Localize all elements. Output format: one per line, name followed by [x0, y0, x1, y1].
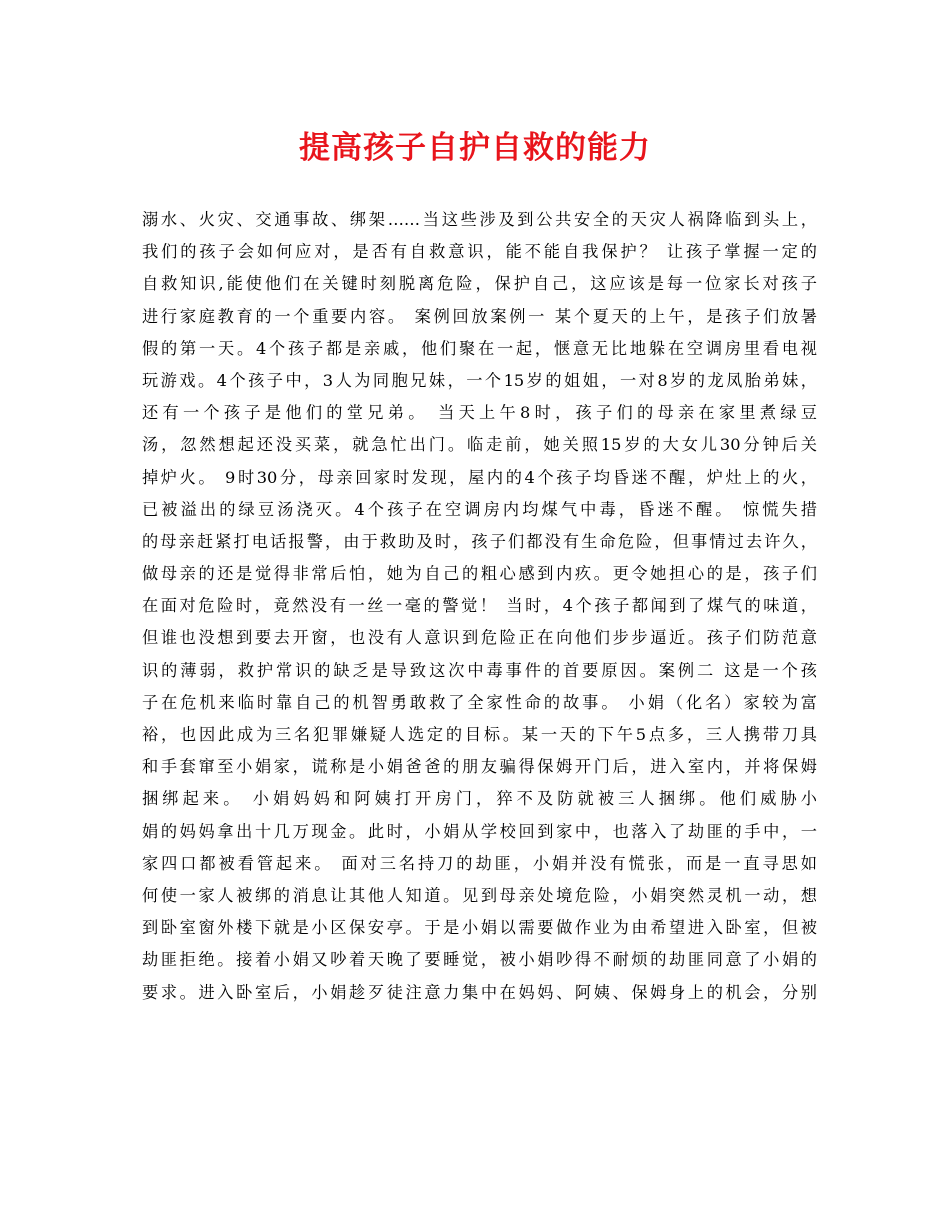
body-line: 在面对危险时，竟然没有一丝一毫的警觉！ 当时，4个孩子都闻到了煤气的味道， — [142, 596, 817, 616]
document-body — [142, 204, 817, 1009]
body-line: 掉炉火。 9时30分，母亲回家时发现，屋内的4个孩子均昏迷不醒，炉灶上的火， — [142, 467, 817, 487]
body-line: 我们的孩子会如何应对，是否有自救意识，能不能自我保护？ 让孩子掌握一定的 — [142, 242, 817, 262]
body-line: 和手套窜至小娟家，谎称是小娟爸爸的朋友骗得保姆开门后，进入室内，并将保姆 — [142, 757, 817, 777]
body-line: 的母亲赶紧打电话报警，由于救助及时，孩子们都没有生命危险，但事情过去许久， — [142, 531, 817, 551]
body-line: 裕，也因此成为三名犯罪嫌疑人选定的目标。某一天的下午5点多，三人携带刀具 — [142, 725, 817, 744]
body-line: 但谁也没想到要去开窗，也没有人意识到危险正在向他们步步逼近。孩子们防范意 — [142, 628, 817, 648]
body-line: 还有一个孩子是他们的堂兄弟。 当天上午8时，孩子们的母亲在家里煮绿豆 — [142, 403, 817, 423]
body-line: 假的第一天。4个孩子都是亲戚，他们聚在一起，惬意无比地躲在空调房里看电视 — [142, 338, 817, 358]
body-line: 何使一家人被绑的消息让其他人知道。见到母亲处境危险，小娟突然灵机一动，想 — [142, 885, 817, 905]
body-line: 汤，忽然想起还没买菜，就急忙出门。临走前，她关照15岁的大女儿30分钟后关 — [142, 435, 817, 455]
body-line: 进行家庭教育的一个重要内容。 案例回放案例一 某个夏天的上午，是孩子们放暑 — [142, 306, 817, 326]
body-line: 玩游戏。4个孩子中，3人为同胞兄妹，一个15岁的姐姐，一对8岁的龙凤胎弟妹， — [142, 370, 817, 390]
body-line: 到卧室窗外楼下就是小区保安亭。于是小娟以需要做作业为由希望进入卧室，但被 — [142, 918, 817, 938]
body-line: 溺水、火灾、交通事故、绑架……当这些涉及到公共安全的天灾人祸降临到头上， — [142, 210, 817, 229]
body-line: 识的薄弱，救护常识的缺乏是导致这次中毒事件的首要原因。案例二 这是一个孩 — [142, 660, 817, 680]
body-line: 做母亲的还是觉得非常后怕，她为自己的粗心感到内疚。更令她担心的是，孩子们 — [142, 564, 817, 584]
body-line: 自救知识,能使他们在关键时刻脱离危险，保护自己，这应该是每一位家长对孩子 — [142, 274, 817, 294]
body-line: 劫匪拒绝。接着小娟又吵着天晚了要睡觉，被小娟吵得不耐烦的劫匪同意了小娟的 — [142, 950, 817, 970]
body-line: 子在危机来临时靠自己的机智勇敢救了全家性命的故事。 小娟（化名）家较为富 — [142, 692, 817, 712]
body-line: 捆绑起来。 小娟妈妈和阿姨打开房门，猝不及防就被三人捆绑。他们威胁小 — [142, 789, 817, 809]
body-line: 娟的妈妈拿出十几万现金。此时，小娟从学校回到家中，也落入了劫匪的手中，一 — [142, 821, 817, 841]
body-line: 家四口都被看管起来。 面对三名持刀的劫匪，小娟并没有慌张，而是一直寻思如 — [142, 853, 817, 873]
body-line: 要求。进入卧室后，小娟趁歹徒注意力集中在妈妈、阿姨、保姆身上的机会，分别 — [142, 982, 817, 1002]
document-title: 提高孩子自护自救的能力 — [299, 130, 651, 166]
body-line: 已被溢出的绿豆汤浇灭。4个孩子在空调房内均煤气中毒，昏迷不醒。 惊慌失措 — [142, 499, 817, 519]
